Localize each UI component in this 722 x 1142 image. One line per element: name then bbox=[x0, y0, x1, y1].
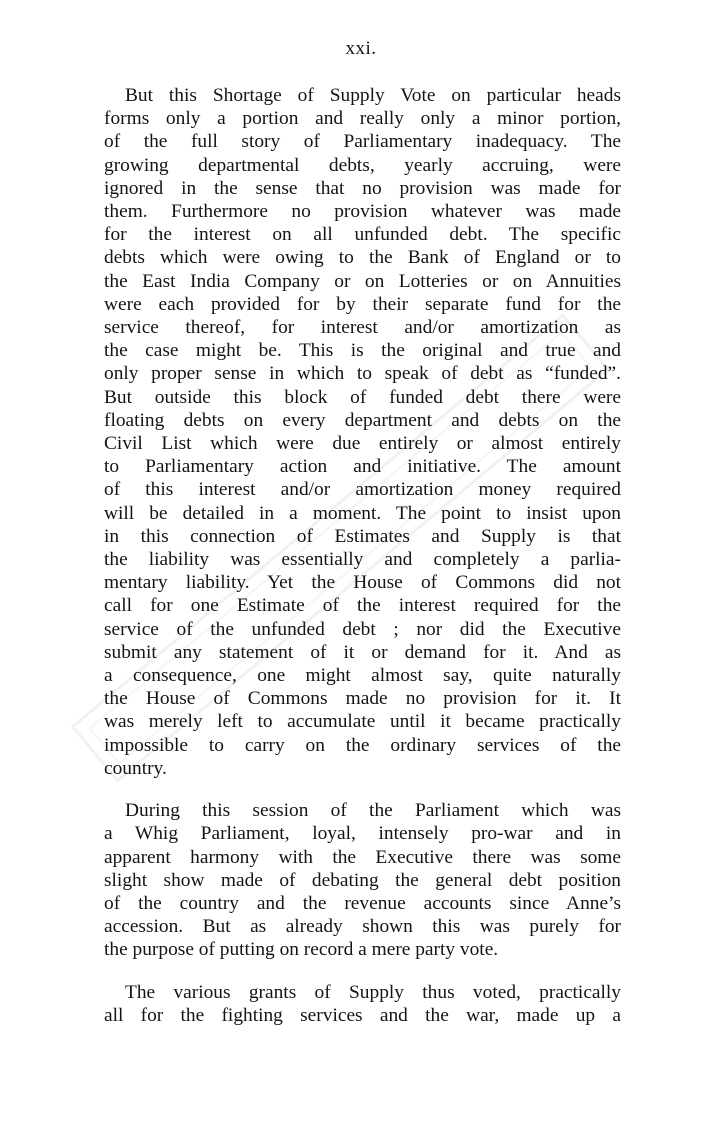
text-line: debts which were owing to the Bank of England or to bbox=[104, 247, 621, 269]
text-line: them. Furthermore no provision whatever was made bbox=[104, 201, 621, 223]
text-line: were each provided for by their separate fund for the bbox=[104, 293, 621, 315]
paragraph bbox=[104, 84, 621, 780]
text-line: country. bbox=[104, 757, 167, 779]
text-line: But this Shortage of Supply Vote on particular heads bbox=[125, 85, 621, 106]
text-line: a Whig Parliament, loyal, intensely pro-war and in bbox=[104, 823, 621, 845]
text-line: mentary liability. Yet the House of Commons did not bbox=[104, 572, 621, 594]
text-line: ignored in the sense that no provision was made for bbox=[104, 177, 621, 199]
text-line: of the full story of Parliamentary inadequacy. The bbox=[104, 131, 621, 153]
text-line: for the interest on all unfunded debt. The specific bbox=[104, 224, 621, 246]
text-line: the East India Company or on Lotteries or on Annuities bbox=[104, 270, 621, 292]
text-line: the purpose of putting on record a mere party vote. bbox=[104, 939, 499, 961]
text-line: of the country and the revenue accounts since Anne’s bbox=[104, 892, 621, 914]
paragraph bbox=[104, 799, 621, 961]
text-line: call for one Estimate of the interest required for the bbox=[104, 595, 621, 617]
text-line: The various grants of Supply thus voted, practically bbox=[125, 981, 621, 1003]
text-line: of this interest and/or amortization money required bbox=[104, 479, 621, 501]
page-number: xxi. bbox=[345, 38, 377, 59]
text-line: accession. But as already shown this was purely for bbox=[104, 916, 621, 938]
text-line: only proper sense in which to speak of debt as “funded”. bbox=[104, 363, 621, 385]
text-line: forms only a portion and really only a minor portion, bbox=[104, 108, 621, 130]
text-line: in this connection of Estimates and Supply is that bbox=[104, 525, 621, 547]
text-line: Civil List which were due entirely or almost entirely bbox=[104, 433, 621, 455]
text-line: floating debts on every department and debts on the bbox=[104, 409, 621, 431]
text-line: the liability was essentially and completely a parlia- bbox=[104, 549, 621, 571]
text-line: growing departmental debts, yearly accruing, were bbox=[104, 154, 621, 176]
text-line: to Parliamentary action and initiative. The amount bbox=[104, 456, 621, 478]
text-line: will be detailed in a moment. The point to insist upon bbox=[104, 502, 621, 524]
text-line: the case might be. This is the original and true and bbox=[104, 340, 621, 362]
text-line: was merely left to accumulate until it became practically bbox=[104, 711, 621, 733]
text-line: service of the unfunded debt ; nor did the Executive bbox=[104, 618, 621, 640]
text-line: the House of Commons made no provision for it. It bbox=[104, 688, 621, 710]
text-line: During this session of the Parliament which was bbox=[125, 800, 621, 822]
body-text bbox=[104, 84, 621, 1027]
text-line: But outside this block of funded debt there were bbox=[104, 386, 621, 408]
text-line: service thereof, for interest and/or amortization as bbox=[104, 317, 621, 339]
text-line: impossible to carry on the ordinary services of the bbox=[104, 734, 621, 756]
text-line: a consequence, one might almost say, quite naturally bbox=[104, 665, 621, 687]
text-line: submit any statement of it or demand for it. And as bbox=[104, 641, 621, 663]
text-line: all for the fighting services and the war, made up a bbox=[104, 1004, 621, 1026]
paragraph bbox=[104, 981, 621, 1027]
text-line: slight show made of debating the general debt position bbox=[104, 869, 621, 891]
text-line: apparent harmony with the Executive there was some bbox=[104, 846, 621, 868]
